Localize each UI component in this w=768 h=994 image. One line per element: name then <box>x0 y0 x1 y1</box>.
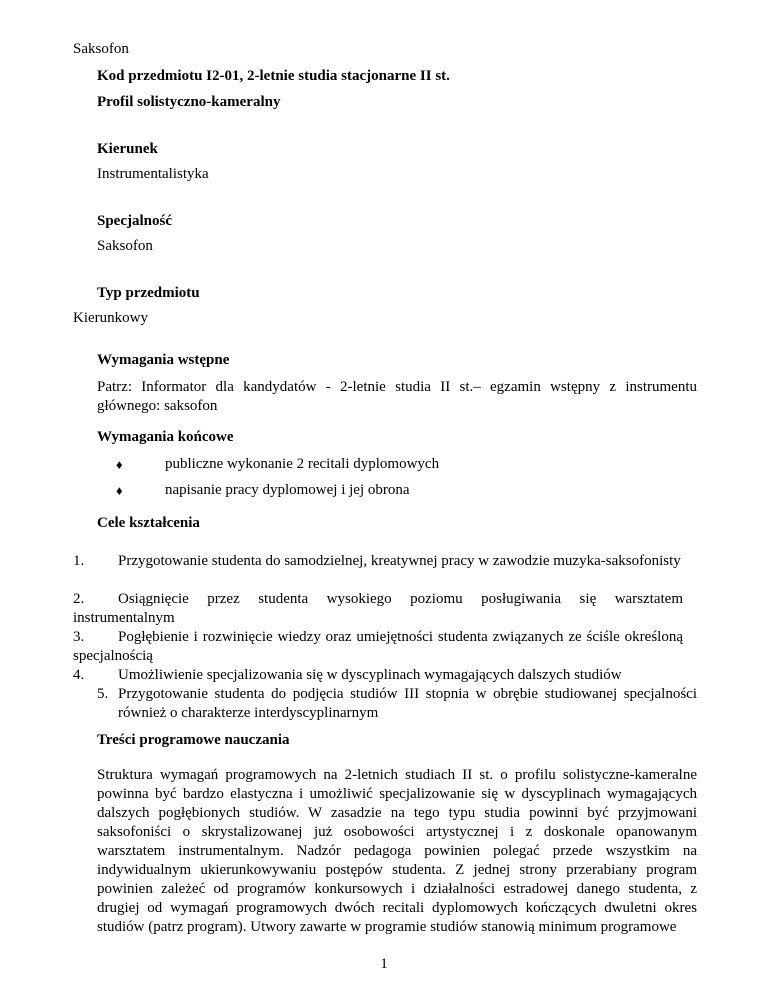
goal-text: Umożliwienie specjalizowania się w dyscyplinach wymagających dalszych studiów <box>118 667 622 683</box>
goal-number: 2. <box>73 591 85 607</box>
goal-number: 3. <box>73 629 85 645</box>
diamond-bullet-icon: ♦ <box>116 457 123 472</box>
specjalnosc-heading: Specjalność <box>97 213 172 229</box>
goal-number: 4. <box>73 667 85 683</box>
wymagania-wstepne-text: Patrz: Informator dla kandydatów - 2-letnie studia II st.– egzamin wstępny z instrumentu głównego: saksofon <box>97 379 697 414</box>
goal-text: Przygotowanie studenta do podjęcia studiów III stopnia w obrębie studiowanej specjalności również o charakterze interdyscyplinarnym <box>118 686 697 721</box>
goal-item <box>73 590 683 628</box>
wymagania-koncowe-heading: Wymagania końcowe <box>97 429 234 445</box>
goal-text: Osiągnięcie przez studenta wysokiego poziomu posługiwania się warsztatem instrumentalnym <box>73 591 683 626</box>
page-number: 1 <box>380 956 388 972</box>
kierunek-heading: Kierunek <box>97 141 158 157</box>
specjalnosc-value: Saksofon <box>97 238 153 254</box>
course-profile: Profil solistyczno-kameralny <box>97 94 281 110</box>
typ-value: Kierunkowy <box>73 310 148 326</box>
kierunek-value: Instrumentalistyka <box>97 166 209 182</box>
wymagania-wstepne-heading: Wymagania wstępne <box>97 352 230 368</box>
goal-text: Przygotowanie studenta do samodzielnej, kreatywnej pracy w zawodzie muzyka-saksofonisty <box>118 553 681 569</box>
typ-heading: Typ przedmiotu <box>97 285 200 301</box>
goal-text: Pogłębienie i rozwinięcie wiedzy oraz umiejętności studenta związanych ze ściśle określoną specjalnością <box>73 629 683 664</box>
goal-item <box>73 666 683 685</box>
diamond-bullet-icon: ♦ <box>116 483 123 498</box>
requirement-item: napisanie pracy dyplomowej i jej obrona <box>165 482 410 498</box>
goal-item <box>73 552 683 571</box>
goal-number: 1. <box>73 553 85 569</box>
goal-item <box>73 628 683 666</box>
course-code: Kod przedmiotu I2-01, 2-letnie studia stacjonarne II st. <box>97 68 450 84</box>
goal-item <box>97 685 697 723</box>
tresci-text: Struktura wymagań programowych na 2-letnich studiach II st. o profilu solistyczne-kameralne powinna być bardzo elastyczna i umożliwić specjalizowanie się w dyscyplinach wymagających dalszych pogłębionych studiów. W zasadzie na tego typu studia powinni być przyjmowani saksofoniści o skrystalizowanej już osobowości artystycznej i z doskonale opanowanym warsztatem instrumentalnym. Nadzór pedagoga powinien polegać przede wszystkim na indywidualnym ukierunkowywaniu postępów studenta. Z jednej strony przerabiany program powinien zależeć od programów konkursowych i działalności estradowej danego studenta, z drugiej od wymagań programowych dwóch recitali dyplomowych kończących dwuletni okres studiów (patrz program). Utwory zawarte w programie studiów stanowią minimum programowe <box>97 767 697 935</box>
goal-number: 5. <box>97 686 109 702</box>
document-subject: Saksofon <box>73 41 129 57</box>
tresci-heading: Treści programowe nauczania <box>97 732 290 748</box>
cele-heading: Cele kształcenia <box>97 515 200 531</box>
requirement-item: publiczne wykonanie 2 recitali dyplomowych <box>165 456 440 472</box>
